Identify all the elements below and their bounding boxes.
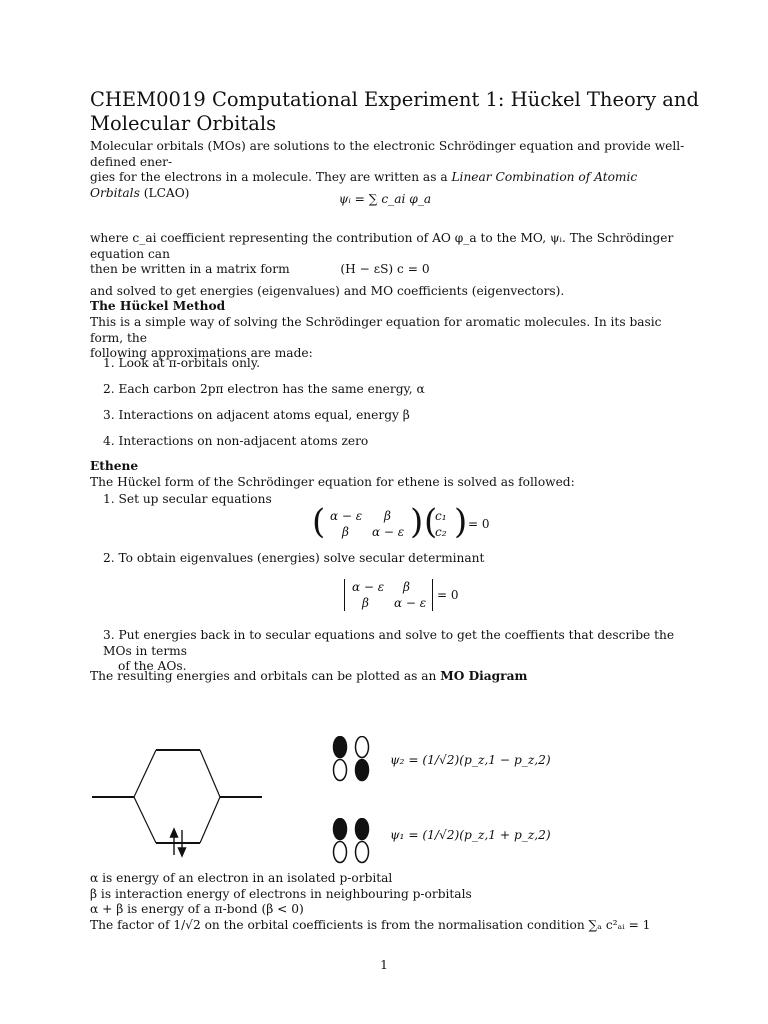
equals-zero: = 0 bbox=[468, 517, 490, 531]
huckel-line-2: following approximations are made: bbox=[90, 346, 313, 360]
left-paren: ( bbox=[424, 502, 438, 542]
step-3-line-1: 3. Put energies back in to secular equations and solve to get the coeffients that describe the MOs in terms bbox=[103, 628, 675, 658]
note-normalisation: The factor of 1/√2 on the orbital coefficients is from the normalisation condition ∑ₐ c²ₐᵢ = 1 bbox=[90, 917, 651, 932]
det-a11: α − ε bbox=[352, 580, 385, 594]
note-pi-bond: α + β is energy of a π-bond (β < 0) bbox=[90, 902, 304, 916]
step-3 bbox=[103, 628, 703, 675]
where-line-1: where c_ai coefficient representing the contribution of AO φ_a to the MO, ψᵢ. The Schrödinger equation can bbox=[90, 231, 674, 261]
ethene-heading: Ethene bbox=[90, 459, 139, 473]
solved-line: and solved to get energies (eigenvalues) and MO coefficients (eigenvectors). bbox=[90, 284, 565, 298]
step-3-line-2: of the AOs. bbox=[118, 659, 187, 673]
approximation-item: 1. Look at π-orbitals only. bbox=[103, 356, 260, 370]
intro-line-2: gies for the electrons in a molecule. They are written as a Linear Combination of Atomic Orbitals (LCAO) bbox=[90, 170, 638, 200]
step-2: 2. To obtain eigenvalues (energies) solve secular determinant bbox=[103, 551, 485, 565]
psi2-equation: ψ₂ = (1/√2)(p_z,1 − p_z,2) bbox=[390, 753, 551, 767]
right-paren: ) bbox=[454, 502, 468, 542]
det-a22: α − ε bbox=[394, 596, 427, 610]
det-equals-zero: = 0 bbox=[437, 588, 459, 602]
right-paren: ) bbox=[410, 502, 424, 542]
note-alpha: α is energy of an electron in an isolated p-orbital bbox=[90, 871, 393, 885]
bonding-orbital-icon bbox=[326, 818, 376, 864]
approximation-item: 4. Interactions on non-adjacent atoms zero bbox=[103, 434, 369, 448]
matrix-a21: β bbox=[342, 525, 349, 539]
left-paren: ( bbox=[312, 502, 326, 542]
det-a12: β bbox=[403, 580, 410, 594]
matrix-a11: α − ε bbox=[330, 509, 363, 523]
resulting-line: The resulting energies and orbitals can be plotted as an MO Diagram bbox=[90, 669, 528, 683]
secular-determinant bbox=[340, 577, 470, 613]
huckel-paragraph bbox=[90, 315, 690, 362]
determinant-bar-left bbox=[344, 579, 345, 611]
huckel-heading: The Hückel Method bbox=[90, 299, 226, 313]
note-beta: β is interaction energy of electrons in neighbouring p-orbitals bbox=[90, 886, 472, 901]
ethene-intro: The Hückel form of the Schrödinger equation for ethene is solved as followed: bbox=[90, 475, 575, 489]
intro-line-1: Molecular orbitals (MOs) are solutions to the electronic Schrödinger equation and provide well-defined ener- bbox=[90, 139, 685, 169]
huckel-line-1: This is a simple way of solving the Schrödinger equation for aromatic molecules. In its basic form, the bbox=[90, 315, 662, 345]
vector-c2: c₂ bbox=[435, 525, 447, 539]
where-line-2: then be written in a matrix form bbox=[90, 262, 290, 276]
approximation-item: 3. Interactions on adjacent atoms equal, energy β bbox=[103, 408, 410, 422]
notes-block bbox=[90, 871, 690, 933]
antibonding-orbital-icon bbox=[326, 736, 376, 782]
lcao-equation: ψᵢ = ∑ c_ai φ_a bbox=[338, 192, 432, 206]
mo-diagram bbox=[88, 740, 268, 860]
page-number: 1 bbox=[380, 958, 388, 972]
page-title: CHEM0019 Computational Experiment 1: Hückel Theory and Molecular Orbitals bbox=[90, 88, 699, 135]
vector-c1: c₁ bbox=[435, 509, 447, 523]
matrix-a22: α − ε bbox=[372, 525, 405, 539]
secular-equations bbox=[312, 502, 492, 543]
approximation-item: 2. Each carbon 2pπ electron has the same energy, α bbox=[103, 382, 425, 396]
psi1-equation: ψ₁ = (1/√2)(p_z,1 + p_z,2) bbox=[390, 828, 551, 842]
matrix-equation: (H − εS) c = 0 bbox=[340, 262, 430, 276]
determinant-bar-right bbox=[432, 579, 433, 611]
det-a21: β bbox=[362, 596, 369, 610]
matrix-a12: β bbox=[384, 509, 391, 523]
step-1: 1. Set up secular equations bbox=[103, 492, 272, 506]
